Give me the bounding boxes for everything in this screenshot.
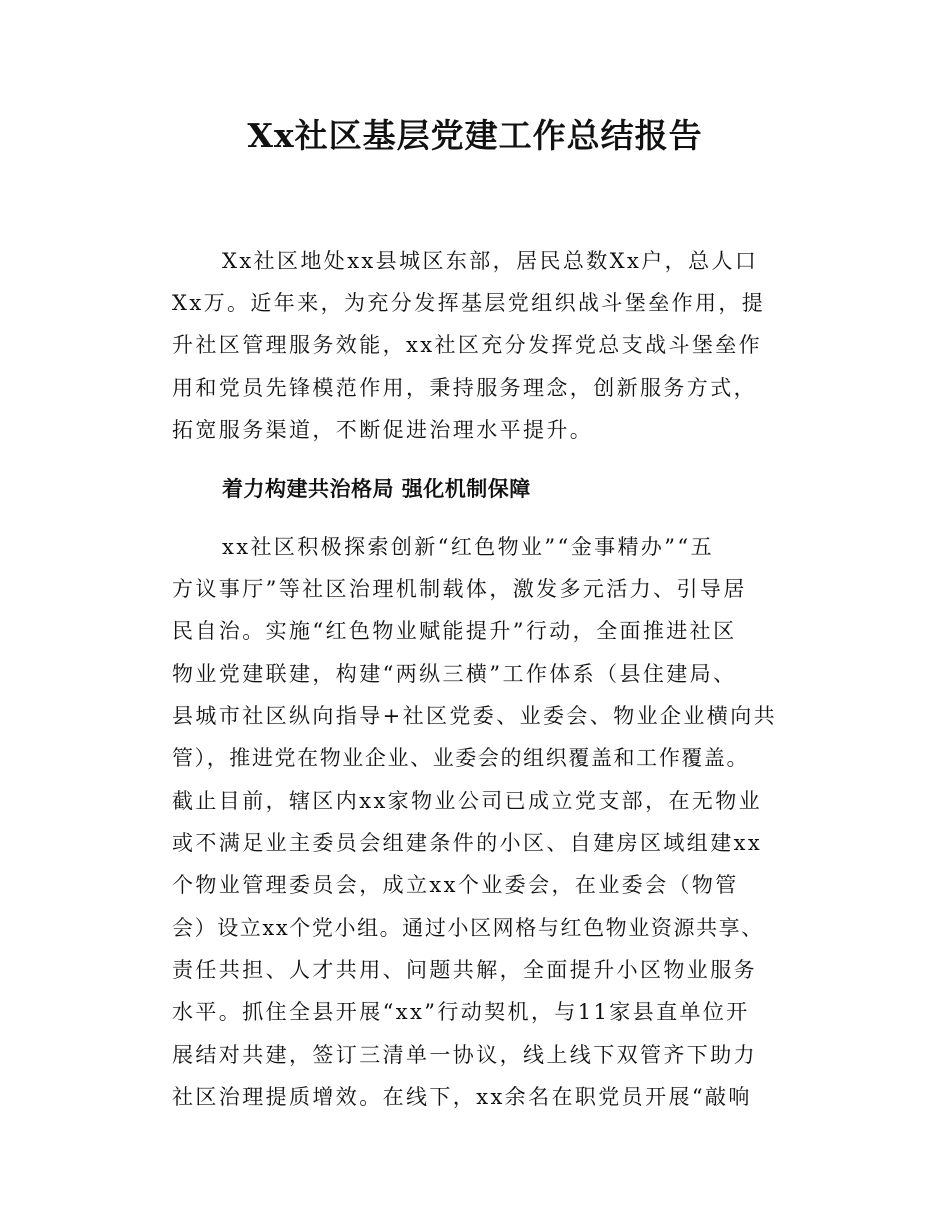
document-title: Xx社区基层党建工作总结报告: [247, 116, 703, 155]
paragraph-2-line: 水平。抓住全县开展“xx”行动契机，与11家县直单位开: [172, 1000, 750, 1024]
paragraph-1-line: 拓宽服务渠道，不断促进治理水平提升。: [172, 418, 594, 442]
paragraph-1-line: Xx社区地处xx县城区东部，居民总数Xx户，总人口: [222, 249, 759, 273]
paragraph-2-line: 方议事厅”等社区治理机制载体，激发多元活力、引导居: [172, 577, 747, 601]
paragraph-1-line: 用和党员先锋模范作用，秉持服务理念，创新服务方式，: [172, 376, 757, 400]
paragraph-2-line: 会）设立xx个党小组。通过小区网格与红色物业资源共享、: [172, 916, 764, 940]
section-heading: 着力构建共治格局 强化机制保障: [222, 477, 531, 501]
paragraph-2-line: 个物业管理委员会，成立xx个业委会，在业委会（物管: [172, 873, 739, 897]
paragraph-2-line: 责任共担、人才共用、问题共解，全面提升小区物业服务: [172, 958, 757, 982]
paragraph-2-line: 物业党建联建，构建“两纵三横”工作体系（县住建局、: [172, 662, 737, 686]
paragraph-1-line: 升社区管理服务效能，xx社区充分发挥党总支战斗堡垒作: [172, 333, 763, 357]
paragraph-2-line: 管），推进党在物业企业、业委会的组织覆盖和工作覆盖。: [172, 746, 750, 770]
paragraph-1-line: Xx万。近年来，为充分发挥基层党组织战斗堡垒作用，提: [172, 291, 766, 315]
paragraph-2-line: 或不满足业主委员会组建条件的小区、自建房区域组建xx: [172, 831, 763, 855]
paragraph-2-line: 展结对共建，签订三清单一协议，线上线下双管齐下助力: [172, 1043, 757, 1067]
paragraph-2-line: 社区治理提质增效。在线下，xx余名在职党员开展“敲响: [172, 1085, 752, 1109]
paragraph-2-line: 县城市社区纵向指导+社区党委、业委会、物业企业横向共: [172, 704, 777, 728]
paragraph-2-line: xx社区积极探索创新“红色物业”“金事精办”“五: [222, 535, 714, 559]
paragraph-2-line: 截止目前，辖区内xx家物业公司已成立党支部，在无物业: [172, 789, 763, 813]
paragraph-2-line: 民自治。实施“红色物业赋能提升”行动，全面推进社区: [172, 619, 737, 643]
